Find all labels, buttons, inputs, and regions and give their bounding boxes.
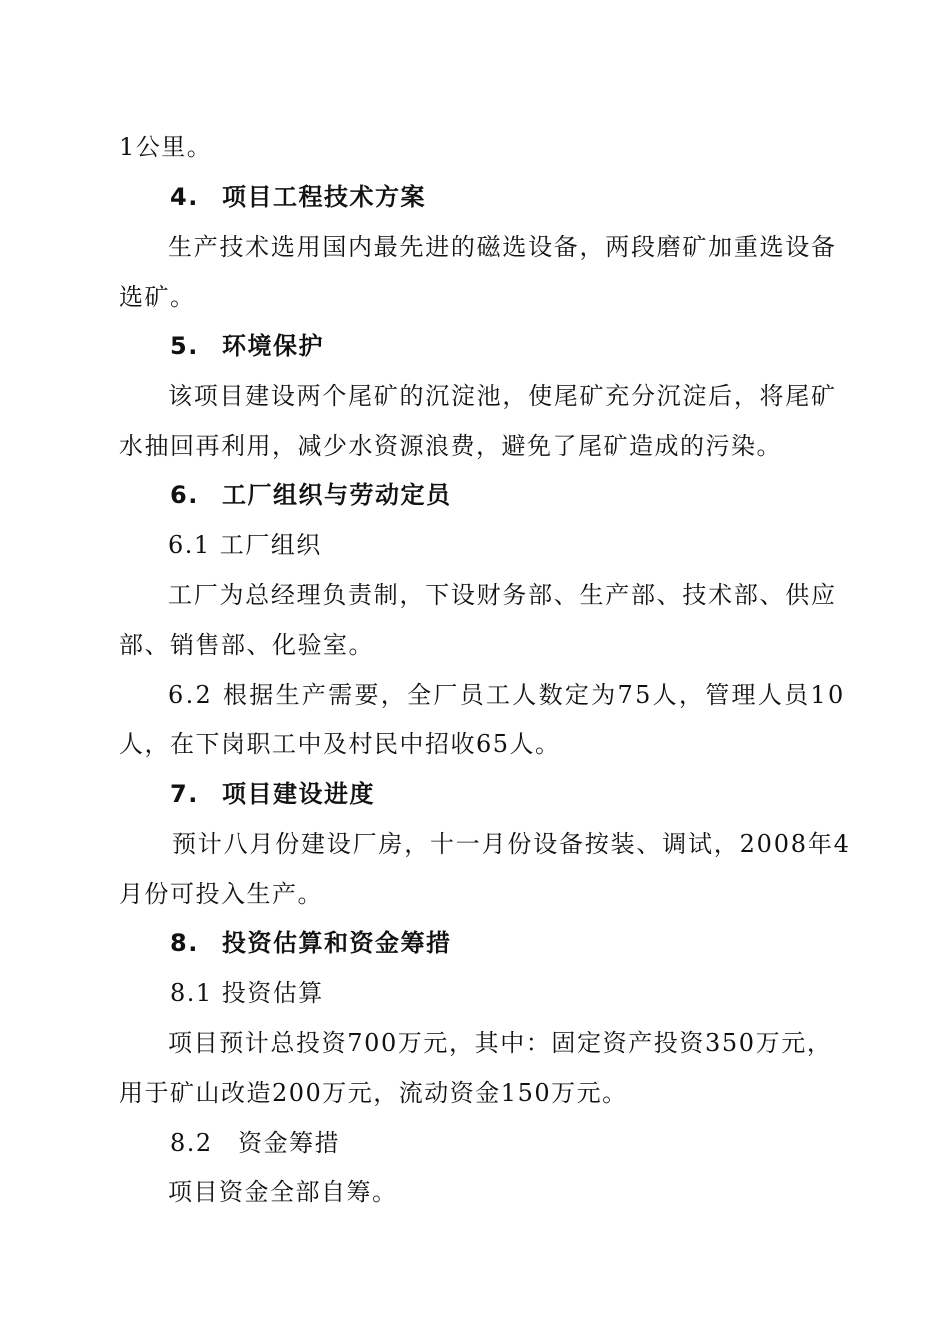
text-char: 尾 <box>785 382 810 410</box>
text-char: 磨 <box>656 233 681 261</box>
text-char: 尾 <box>348 382 373 410</box>
text-char: 备 <box>553 233 578 261</box>
text-char: 先 <box>399 233 424 261</box>
paragraph-line <box>168 580 835 610</box>
text-char: 磁 <box>476 233 501 261</box>
section-number: 4. <box>170 183 199 211</box>
paragraph-line: 1公里。 <box>119 133 213 161</box>
text-char: 项 <box>193 382 218 410</box>
text-char: 产 <box>193 233 218 261</box>
text-char: 理 <box>296 581 321 609</box>
section-heading-6 <box>170 480 452 510</box>
text-char: 部 <box>528 581 553 609</box>
paragraph-line: 部、销售部、化验室。 <box>119 631 374 659</box>
subsection-heading: 6.1 工厂组织 <box>168 531 322 559</box>
section-title: 环境保护 <box>222 332 324 360</box>
text-char: 、 <box>759 581 784 609</box>
text-char: 分 <box>630 382 655 410</box>
text-char: 总 <box>245 581 270 609</box>
text-char: 段 <box>630 233 655 261</box>
paragraph-line: 用于矿山改造200万元，流动资金150万元。 <box>119 1079 628 1107</box>
section-number: 6. <box>170 481 199 509</box>
text-char: 两 <box>296 382 321 410</box>
text-char: 下 <box>425 581 450 609</box>
text-char: 厂 <box>193 581 218 609</box>
section-title: 项目建设进度 <box>222 780 375 808</box>
text-char: 务 <box>502 581 527 609</box>
text-char: 产 <box>605 581 630 609</box>
text-char: 该 <box>168 382 192 410</box>
text-char: 术 <box>245 233 270 261</box>
section-title: 项目工程技术方案 <box>222 183 426 211</box>
text-char: 应 <box>810 581 835 609</box>
paragraph-line: 项目资金全部自筹。 <box>168 1178 398 1206</box>
text-char: 生 <box>168 233 192 261</box>
text-char: 建 <box>245 382 270 410</box>
text-char: 加 <box>708 233 733 261</box>
section-heading-5 <box>170 331 324 361</box>
text-char: 术 <box>708 581 733 609</box>
paragraph-line: 项目预计总投资700万元，其中：固定资产投资350万元， <box>168 1029 833 1057</box>
section-heading-7 <box>170 779 375 809</box>
text-char: 设 <box>270 382 295 410</box>
text-char: 池 <box>476 382 501 410</box>
text-char: 个 <box>322 382 347 410</box>
text-char: 制 <box>373 581 398 609</box>
section-heading-4 <box>170 182 426 212</box>
text-char: 最 <box>373 233 398 261</box>
text-char: 重 <box>733 233 758 261</box>
text-char: 矿 <box>373 382 398 410</box>
paragraph-line: 预计八月份建设厂房，十一月份设备按装、调试，2008年4 <box>172 830 851 858</box>
section-heading-8 <box>170 928 452 958</box>
section-title: 工厂组织与劳动定员 <box>222 481 452 509</box>
text-char: 淀 <box>450 382 475 410</box>
text-char: 负 <box>322 581 347 609</box>
paragraph-line: 水抽回再利用，减少水资源浪费，避免了尾矿造成的污染。 <box>119 432 782 460</box>
text-char: 设 <box>785 233 810 261</box>
text-char: 沉 <box>656 382 681 410</box>
paragraph-line: 选矿。 <box>119 283 196 311</box>
text-char: ， <box>399 581 424 609</box>
text-char: 经 <box>270 581 295 609</box>
text-char: 责 <box>348 581 373 609</box>
text-char: 沉 <box>425 382 450 410</box>
text-char: 将 <box>759 382 784 410</box>
text-char: 内 <box>348 233 373 261</box>
text-char: 的 <box>450 233 475 261</box>
text-char: 选 <box>270 233 295 261</box>
text-char: 进 <box>425 233 450 261</box>
text-char: 财 <box>476 581 501 609</box>
text-char: 国 <box>322 233 347 261</box>
subsection-heading: 8.2 资金筹措 <box>170 1129 341 1157</box>
text-char: 选 <box>759 233 784 261</box>
text-char: 技 <box>219 233 244 261</box>
text-char: 设 <box>528 233 553 261</box>
text-char: 矿 <box>682 233 707 261</box>
paragraph-line <box>168 232 835 262</box>
text-char: 淀 <box>682 382 707 410</box>
text-char: 、 <box>553 581 578 609</box>
text-char: 充 <box>605 382 630 410</box>
text-char: 工 <box>168 581 192 609</box>
text-char: ， <box>733 382 758 410</box>
text-char: 用 <box>296 233 321 261</box>
text-char: 后 <box>708 382 733 410</box>
text-char: 使 <box>528 382 553 410</box>
text-char: 部 <box>733 581 758 609</box>
text-char: 部 <box>630 581 655 609</box>
text-char: 矿 <box>810 382 835 410</box>
paragraph-line: 月份可投入生产。 <box>119 880 323 908</box>
text-char: 、 <box>656 581 681 609</box>
text-char: 目 <box>219 382 244 410</box>
text-char: 备 <box>810 233 835 261</box>
text-char: ， <box>502 382 527 410</box>
section-title: 投资估算和资金筹措 <box>222 929 452 957</box>
text-char: 尾 <box>553 382 578 410</box>
text-char: 选 <box>502 233 527 261</box>
section-number: 7. <box>170 780 199 808</box>
text-char: 矿 <box>579 382 604 410</box>
paragraph-line <box>168 381 835 411</box>
text-char: ， <box>579 233 604 261</box>
paragraph-line: 6.2 根据生产需要，全厂员工人数定为75人，管理人员10 <box>168 681 846 709</box>
paragraph-line: 人，在下岗职工中及村民中招收65人。 <box>119 730 561 758</box>
text-char: 为 <box>219 581 244 609</box>
text-char: 供 <box>785 581 810 609</box>
text-char: 生 <box>579 581 604 609</box>
text-char: 设 <box>450 581 475 609</box>
text-char: 的 <box>399 382 424 410</box>
subsection-heading: 8.1 投资估算 <box>170 979 324 1007</box>
section-number: 5. <box>170 332 199 360</box>
text-char: 技 <box>682 581 707 609</box>
text-char: 两 <box>605 233 630 261</box>
section-number: 8. <box>170 929 199 957</box>
